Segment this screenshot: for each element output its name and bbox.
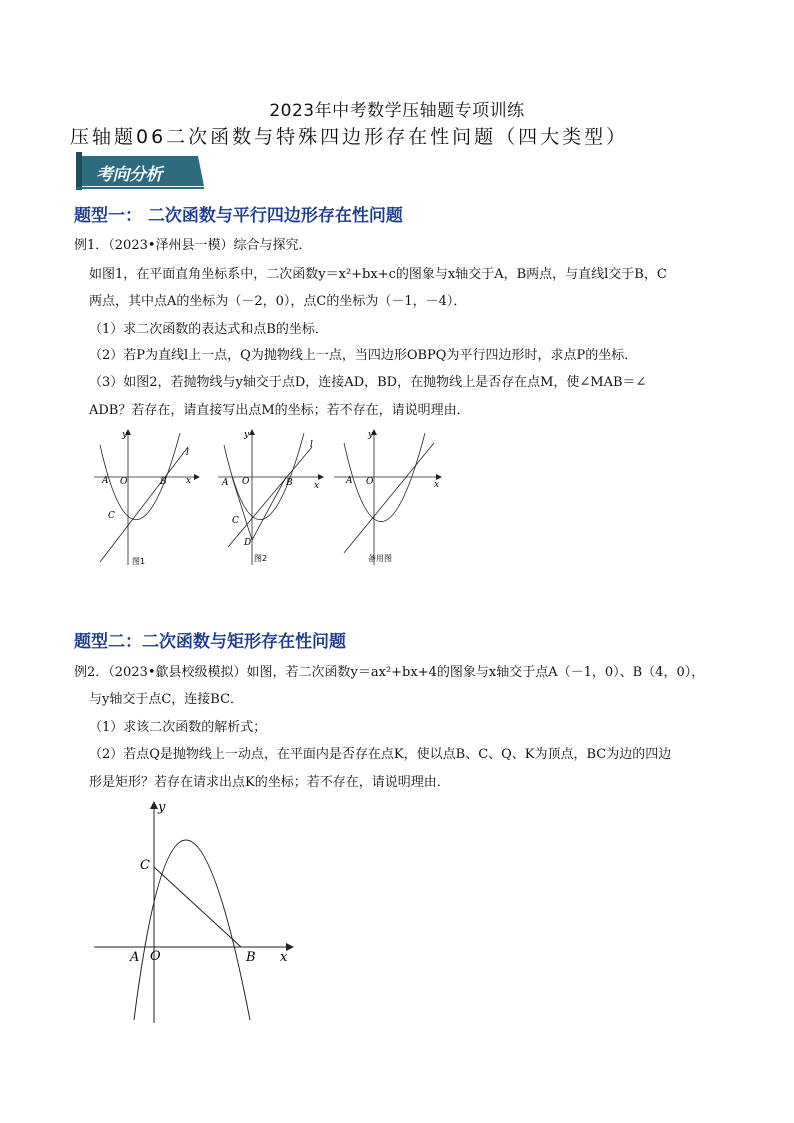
axis-x-label: x — [280, 950, 288, 965]
axis-x-label: x — [434, 480, 440, 490]
question-1-3: （3）如图2，若抛物线与y轴交于点D，连接AD，BD，在抛物线上是否存在点M，使∠MAB＝∠ — [89, 375, 647, 390]
point-b-label: B — [160, 477, 167, 487]
question-1-2: （2）若P为直线l上一点，Q为抛物线上一点，当四边形OBPQ为平行四边形时，求点P的坐标． — [89, 348, 638, 363]
figure-2 — [214, 425, 324, 570]
axis-x-label: x — [314, 481, 320, 491]
origin-label: O — [242, 477, 250, 487]
origin-label: O — [366, 477, 374, 487]
point-a-label: A — [346, 476, 353, 486]
example-2-line: 与y轴交于点C，连接BC． — [89, 692, 244, 707]
page-subtitle: 压轴题06二次函数与特殊四边形存在性问题（四大类型） — [70, 126, 629, 148]
point-a-label: A — [222, 478, 229, 488]
figure-caption: 备用图 — [368, 554, 392, 563]
origin-label: O — [120, 477, 128, 487]
figure-spare — [330, 425, 445, 570]
axis-y-label: y — [244, 430, 250, 440]
point-a-label: A — [102, 476, 109, 486]
question-2-1: （1）求该二次函数的解析式； — [89, 720, 267, 735]
origin-label: O — [150, 949, 161, 964]
question-1-3-cont: ADB？若存在，请直接写出点M的坐标；若不存在，请说明理由． — [89, 403, 470, 418]
axis-x-label: x — [186, 476, 192, 486]
example-2-line: 例2．（2023•歙县校级模拟）如图，若二次函数y＝ax²+bx+4的图象与x轴交于点A（－1，0）、B（4，0）， — [74, 665, 705, 680]
question-2-2-cont: 形是矩形？若存在请求出点K的坐标；若不存在，请说明理由． — [89, 775, 450, 790]
banner-label: 考向分析 — [96, 165, 162, 185]
line-l-label: l — [186, 448, 189, 458]
line-l-label: l — [310, 440, 313, 450]
example-1-source: 例1．（2023•泽州县一模）综合与探究． — [74, 238, 312, 253]
point-c-label: C — [232, 516, 239, 526]
figure-1 — [90, 425, 200, 570]
axis-y-label: y — [158, 800, 166, 815]
figure-caption: 图2 — [254, 554, 268, 563]
point-d-label: D — [244, 538, 252, 548]
question-1-1: （1）求二次函数的表达式和点B的坐标． — [89, 322, 328, 337]
figure-caption: 图1 — [132, 557, 146, 566]
point-c-label: C — [140, 858, 150, 873]
axis-y-label: y — [122, 430, 128, 440]
example-1-line: 两点，其中点A的坐标为（－2，0），点C的坐标为（－1，－4）． — [89, 294, 467, 309]
question-2-2: （2）若点Q是抛物线上一动点，在平面内是否存在点K，使以点B、C、Q、K为顶点，BC为边的四边 — [89, 747, 672, 762]
example-1-line: 如图1，在平面直角坐标系中，二次函数y＝x²+bx+c的图象与x轴交于A，B两点，与直线l交于B，C — [89, 267, 667, 282]
point-b-label: B — [246, 950, 256, 965]
page-title: 2023年中考数学压轴题专项训练 — [269, 101, 525, 121]
point-b-label: B — [286, 478, 293, 488]
point-c-label: C — [108, 511, 115, 521]
point-a-label: A — [130, 950, 140, 965]
axis-y-label: y — [368, 430, 374, 440]
section-heading-1: 题型一： 二次函数与平行四边形存在性问题 — [74, 206, 403, 226]
figure-example-2 — [90, 795, 300, 1030]
section-heading-2: 题型二：二次函数与矩形存在性问题 — [74, 632, 346, 652]
